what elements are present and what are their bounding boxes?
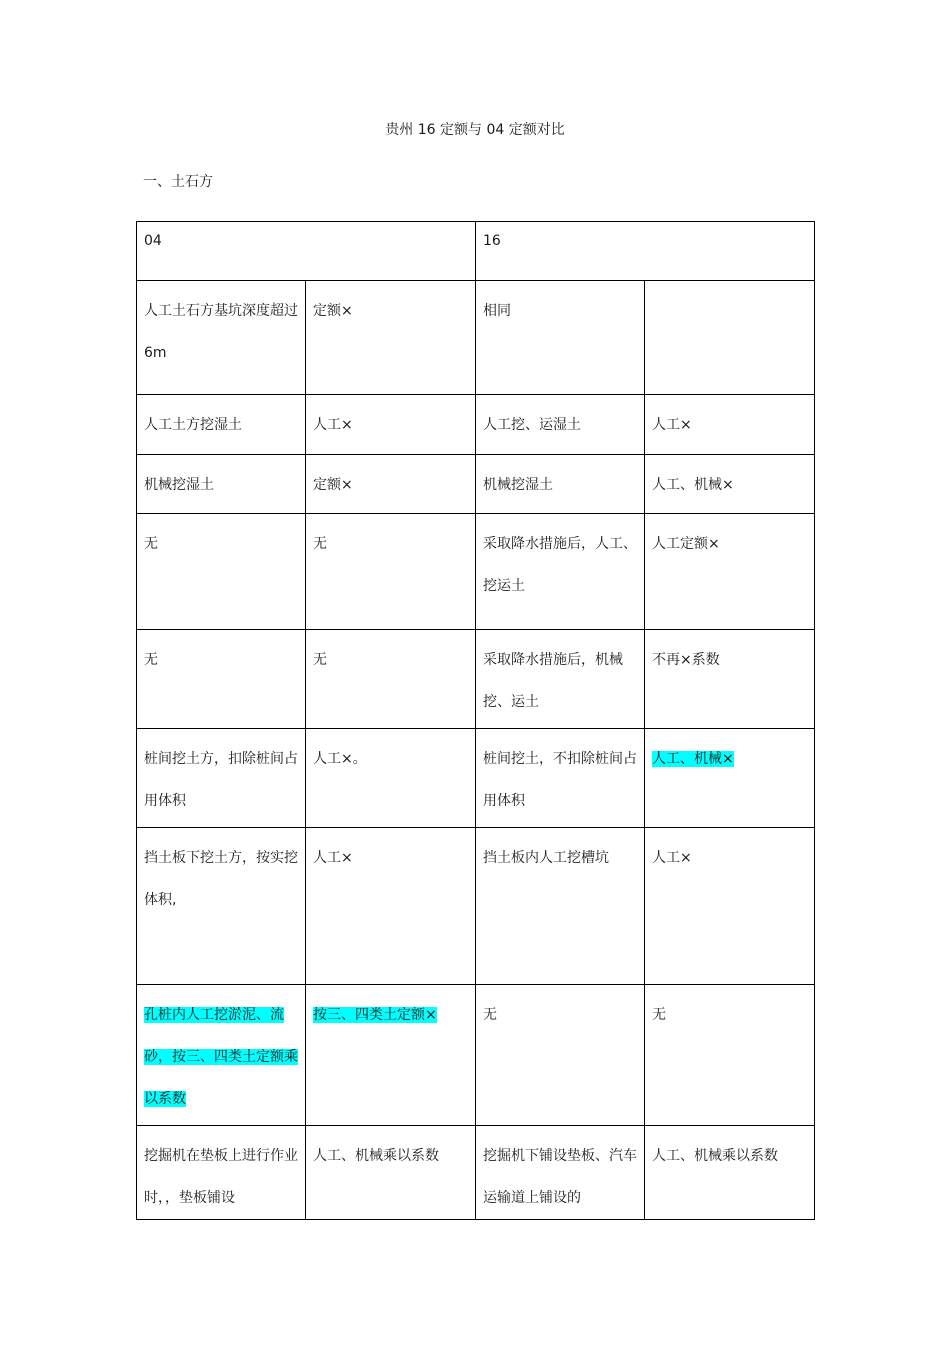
- table-row: [137, 828, 815, 985]
- cell-16-item: 机械挖湿土: [476, 455, 645, 514]
- table-row: [137, 1126, 815, 1220]
- table-row: [137, 630, 815, 729]
- cell-16-item: 人工挖、运湿土: [476, 395, 645, 455]
- cell-04-item: 无: [137, 514, 306, 630]
- cell-16-adjust: 人工、机械乘以系数: [645, 1126, 815, 1220]
- cell-16-adjust: 人工定额×: [645, 514, 815, 630]
- table-row: [137, 985, 815, 1126]
- cell-16-item: 挡土板内人工挖槽坑: [476, 828, 645, 985]
- section-heading: 一、土石方: [143, 174, 213, 190]
- cell-04-adjust: 人工×: [306, 828, 476, 985]
- cell-04-item: 人工土石方基坑深度超过 6m: [137, 281, 306, 395]
- cell-16-item: 采取降水措施后，机械挖、运土: [476, 630, 645, 729]
- cell-16-item: 桩间挖土，不扣除桩间占用体积: [476, 729, 645, 828]
- cell-16-adjust: 人工×: [645, 395, 815, 455]
- cell-04-item: 桩间挖土方，扣除桩间占用体积: [137, 729, 306, 828]
- table-row: [137, 281, 815, 395]
- cell-16-adjust: [645, 281, 815, 395]
- cell-16-adjust: 人工、机械×: [645, 455, 815, 514]
- cell-04-item: 无: [137, 630, 306, 729]
- cell-04-adjust: 按三、四类土定额×: [306, 985, 476, 1126]
- cell-16-item: 挖掘机下铺设垫板、汽车运输道上铺设的: [476, 1126, 645, 1220]
- table-header-row: [137, 222, 815, 281]
- cell-04-item: 人工土方挖湿土: [137, 395, 306, 455]
- cell-04-item: 挡土板下挖土方，按实挖体积,: [137, 828, 306, 985]
- cell-04-adjust: 无: [306, 514, 476, 630]
- cell-16-item: 采取降水措施后，人工、挖运土: [476, 514, 645, 630]
- cell-04-item: 孔桩内人工挖淤泥、流砂，按三、四类土定额乘以系数: [137, 985, 306, 1126]
- cell-04-adjust: 无: [306, 630, 476, 729]
- cell-16-adjust: 人工×: [645, 828, 815, 985]
- cell-16-item: 无: [476, 985, 645, 1126]
- cell-04-adjust: 定额×: [306, 455, 476, 514]
- table-row: [137, 455, 815, 514]
- cell-04-item: 挖掘机在垫板上进行作业时，，垫板铺设: [137, 1126, 306, 1220]
- table-row: [137, 395, 815, 455]
- header-04: 04: [137, 222, 476, 281]
- table-row: [137, 729, 815, 828]
- cell-04-adjust: 人工×: [306, 395, 476, 455]
- table-row: [137, 514, 815, 630]
- cell-04-adjust: 定额×: [306, 281, 476, 395]
- cell-04-adjust: 人工×。: [306, 729, 476, 828]
- cell-16-adjust: 无: [645, 985, 815, 1126]
- document-title: 贵州 16 定额与 04 定额对比: [385, 122, 565, 138]
- cell-16-adjust: 不再×系数: [645, 630, 815, 729]
- cell-04-item: 机械挖湿土: [137, 455, 306, 514]
- cell-04-adjust: 人工、机械乘以系数: [306, 1126, 476, 1220]
- cell-16-adjust: 人工、机械×: [645, 729, 815, 828]
- comparison-table: [136, 221, 815, 1220]
- header-16: 16: [476, 222, 815, 281]
- cell-16-item: 相同: [476, 281, 645, 395]
